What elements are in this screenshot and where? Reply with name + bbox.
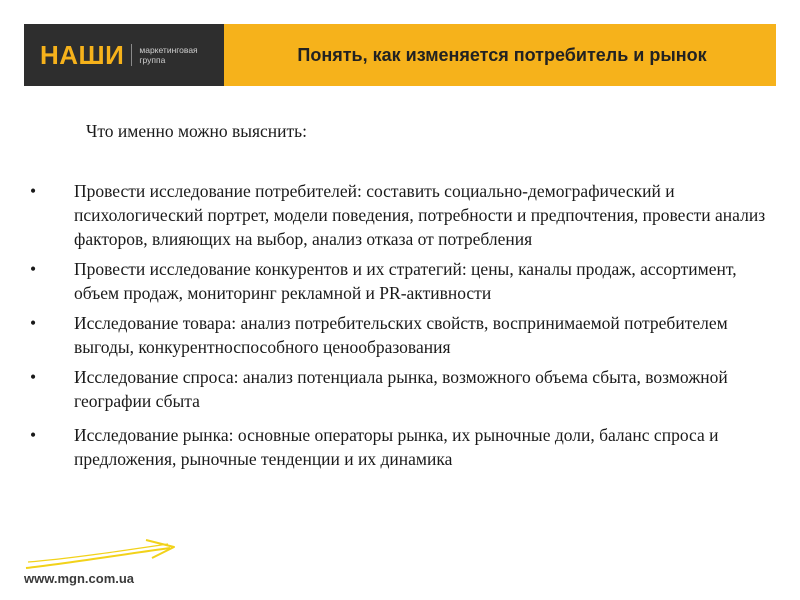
bullet-text: Исследование спроса: анализ потенциала рынка, возможного объема сбыта, возможной географии сбыта xyxy=(74,367,728,411)
bullet-list xyxy=(30,179,775,477)
logo-divider xyxy=(131,44,132,66)
list-item xyxy=(30,257,775,305)
logo-text: НАШИ xyxy=(40,39,125,70)
list-item xyxy=(30,423,775,471)
header-bar xyxy=(24,24,776,86)
slide-title: Понять, как изменяется потребитель и рынок xyxy=(297,44,707,65)
arrow-icon xyxy=(22,538,182,572)
bullet-text: Исследование рынка: основные операторы рынка, их рыночные доли, баланс спроса и предложения, рыночные тенденции и их динамика xyxy=(74,425,719,469)
bullet-marker: • xyxy=(30,367,37,387)
list-item xyxy=(30,179,775,251)
bullet-marker: • xyxy=(30,425,37,445)
list-item xyxy=(30,311,775,359)
bullet-text: Исследование товара: анализ потребительских свойств, воспринимаемой потребителем выгоды, конкурентноспособного ценообразования xyxy=(74,313,728,357)
intro-text: Что именно можно выяснить: xyxy=(86,121,308,141)
bullet-marker: • xyxy=(30,181,37,201)
bullet-marker: • xyxy=(30,259,37,279)
footer-url-link[interactable]: www.mgn.com.ua xyxy=(24,571,135,586)
bullet-text: Провести исследование потребителей: составить социально-демографический и психологический портрет, модели поведения, потребности и предпочтения, провести анализ факторов, влияющих на выбор, анализ отказа от потребления xyxy=(74,181,766,249)
list-item xyxy=(30,365,775,413)
bullet-marker: • xyxy=(30,313,37,333)
logo-subtext: маркетинговая группа xyxy=(139,45,198,65)
bullet-text: Провести исследование конкурентов и их стратегий: цены, каналы продаж, ассортимент, объем продаж, мониторинг рекламной и PR-активности xyxy=(74,259,737,303)
company-logo[interactable] xyxy=(24,24,224,86)
